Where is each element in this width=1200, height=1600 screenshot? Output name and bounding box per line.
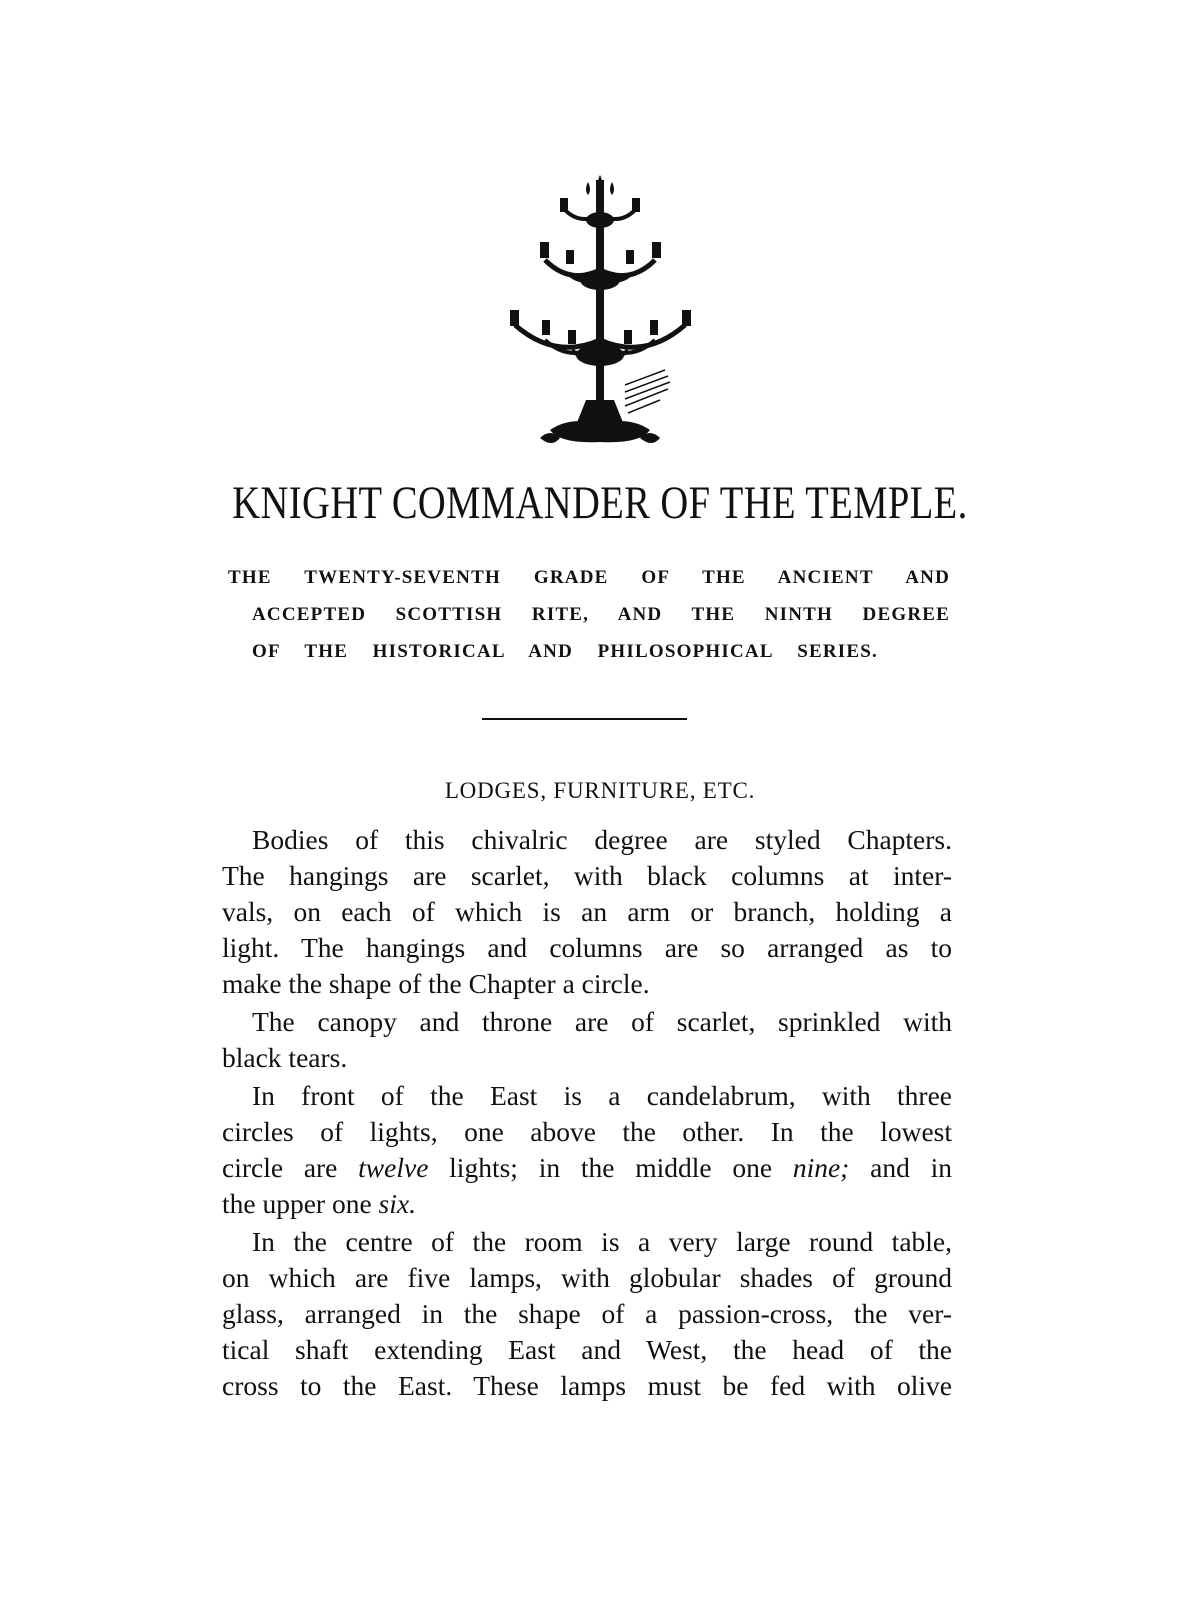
body-line: glass, arranged in the shape of a passion-cross, the ver- <box>222 1298 952 1329</box>
body-line: black tears. <box>222 1042 348 1073</box>
body-line: light. The hangings and columns are so arranged as to <box>222 932 952 963</box>
body-line: In the centre of the room is a very large round table, <box>252 1226 952 1257</box>
section-heading: LODGES, FURNITURE, ETC. <box>444 778 756 803</box>
body-line: The hangings are scarlet, with black columns at inter- <box>222 860 952 891</box>
body-line: vals, on each of which is an arm or branch, holding a <box>222 896 952 927</box>
body-line: Bodies of this chivalric degree are styled Chapters. <box>252 824 952 855</box>
body-line: the upper one six. <box>222 1188 416 1219</box>
divider-rule <box>482 718 687 720</box>
candelabrum-ornament <box>500 170 700 460</box>
body-line: circles of lights, one above the other. In the lowest <box>222 1116 952 1147</box>
page-title: KNIGHT COMMANDER OF THE TEMPLE. <box>232 477 968 529</box>
body-line: cross to the East. These lamps must be fed with olive <box>222 1370 952 1401</box>
body-line: circle are twelve lights; in the middle one nine; and in <box>222 1152 952 1183</box>
italic-twelve: twelve <box>358 1152 429 1183</box>
subtitle-line-3: OF THE HISTORICAL AND PHILOSOPHICAL SERIES. <box>252 641 878 662</box>
body-line: In front of the East is a candelabrum, with three <box>252 1080 952 1111</box>
body-line: on which are five lamps, with globular shades of ground <box>222 1262 952 1293</box>
body-line: make the shape of the Chapter a circle. <box>222 968 650 999</box>
body-line: tical shaft extending East and West, the head of the <box>222 1334 952 1365</box>
body-line: The canopy and throne are of scarlet, sprinkled with <box>252 1006 952 1037</box>
italic-six: six. <box>378 1188 416 1219</box>
subtitle-line-1: THE TWENTY-SEVENTH GRADE OF THE ANCIENT AND <box>228 567 950 588</box>
subtitle-line-2: ACCEPTED SCOTTISH RITE, AND THE NINTH DEGREE <box>252 604 950 625</box>
italic-nine: nine; <box>792 1152 850 1183</box>
